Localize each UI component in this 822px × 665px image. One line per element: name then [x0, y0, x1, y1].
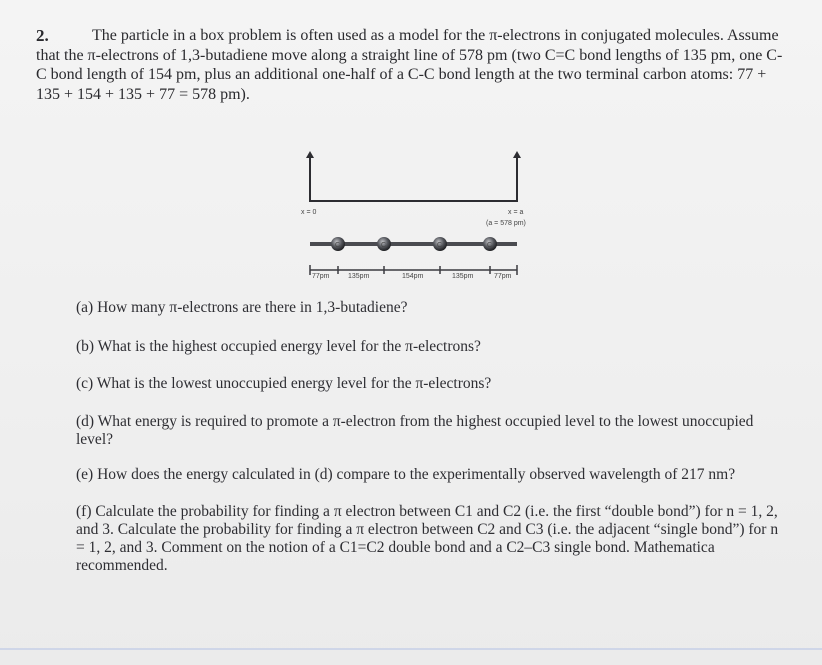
segment-label: 77pm — [312, 273, 330, 280]
problem-number: 2. — [36, 26, 49, 45]
a-value-label: (a = 578 pm) — [486, 220, 526, 227]
x0-label: x = 0 — [301, 209, 317, 216]
question-c: (c) What is the lowest unoccupied energy level for the π-electrons? — [76, 375, 492, 392]
bond-length-ruler — [310, 265, 517, 280]
atom-label: C — [437, 242, 443, 249]
question-d: (d) What energy is required to promote a π-electron from the highest occupied level to the lowest unoccupied level? — [76, 413, 754, 448]
problem-intro: The particle in a box problem is often used as a model for the π-electrons in conjugated molecules. Assume that the π-electrons of 1,3-butadiene move along a straight line of 578 pm (two C=C bond lengths of 135 pm, one C-C bond length of 154 pm, plus an additional one-half of a C-C bond length at the two terminal carbon atoms: 77 + 135 + 154 + 135 + 77 = 578 pm). — [36, 27, 783, 103]
box-walls — [306, 151, 521, 202]
question-f: (f) Calculate the probability for finding a π electron between C1 and C2 (i.e. the first “double bond”) for n = 1, 2, and 3. Calculate the probability for finding a π electron between C2 and C3 (i.e. the adjacent “single bond”) for n = 1, 2, and 3. Comment on the notion of a C1=C2 double bond and a C2–C3 single bond. Mathematica recommended. — [76, 503, 779, 574]
xa-label: x = a — [508, 209, 524, 216]
atom-label: C — [335, 242, 341, 249]
segment-label: 154pm — [402, 273, 424, 280]
butadiene-chain — [310, 237, 517, 251]
segment-label: 135pm — [348, 273, 370, 280]
right-wall-arrow-icon — [513, 151, 521, 158]
question-b: (b) What is the highest occupied energy level for the π-electrons? — [76, 338, 481, 355]
atom-label: C — [381, 242, 387, 249]
segment-label: 135pm — [452, 273, 474, 280]
particle-in-box-diagram — [290, 148, 550, 288]
atom-label: C — [487, 242, 493, 249]
left-wall-arrow-icon — [306, 151, 314, 158]
question-e: (e) How does the energy calculated in (d) compare to the experimentally observed wavelength of 217 nm? — [76, 466, 736, 483]
bottom-divider — [0, 648, 822, 650]
segment-label: 77pm — [494, 273, 512, 280]
question-a: (a) How many π-electrons are there in 1,3-butadiene? — [76, 299, 408, 316]
